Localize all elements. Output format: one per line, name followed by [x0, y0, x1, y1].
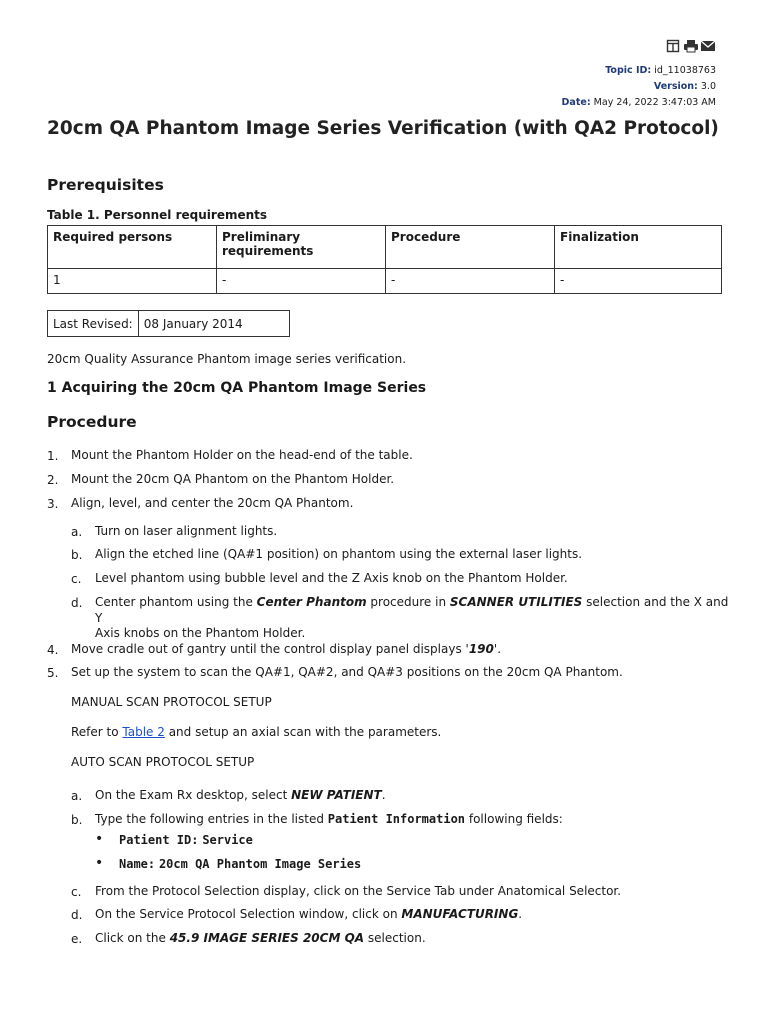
substep-letter: c.	[71, 572, 82, 586]
field-label: Patient ID:	[119, 833, 199, 847]
emphasis-text: Center Phantom	[256, 595, 367, 609]
auto-substep-e	[95, 931, 426, 947]
step-number: 2.	[47, 473, 59, 487]
emphasis-text: SCANNER UTILITIES	[449, 595, 583, 609]
substep-text: following fields:	[465, 812, 563, 826]
refer-text-pre: Refer to	[71, 725, 123, 739]
substep-text: Center phantom using the	[95, 595, 257, 609]
substep-letter: b.	[71, 813, 83, 827]
substep-text: Axis knobs on the Phantom Holder.	[95, 626, 306, 640]
topic-id-value: id_11038763	[654, 65, 716, 76]
substep-letter: d.	[71, 596, 83, 610]
step-number: 4.	[47, 643, 59, 657]
step-number: 1.	[47, 449, 59, 463]
field-label: Name:	[119, 857, 156, 871]
substep-text: On the Service Protocol Selection window, click on	[95, 907, 402, 921]
substep-letter: c.	[71, 885, 82, 899]
table-cell: -	[217, 269, 386, 294]
manual-setup-heading: MANUAL SCAN PROTOCOL SETUP	[71, 695, 272, 709]
field-group-name: Patient Information	[327, 812, 466, 826]
date-label: Date:	[561, 97, 591, 108]
version-value: 3.0	[700, 81, 716, 92]
personnel-table	[47, 225, 722, 294]
split-view-icon[interactable]	[666, 39, 680, 53]
substep-letter: a.	[71, 789, 83, 803]
refer-text-post: and setup an axial scan with the parameters.	[164, 725, 442, 739]
step-4	[71, 642, 501, 658]
step-2: Mount the 20cm QA Phantom on the Phantom Holder.	[71, 472, 395, 486]
table-2-link[interactable]: Table 2	[122, 725, 165, 739]
substep-text: .	[381, 788, 386, 802]
substep-text: procedure in	[366, 595, 450, 609]
emphasis-text: 190	[468, 642, 494, 656]
auto-setup-heading: AUTO SCAN PROTOCOL SETUP	[71, 755, 255, 769]
substep-text: Type the following entries in the listed	[95, 812, 328, 826]
step-5: Set up the system to scan the QA#1, QA#2, and QA#3 positions on the 20cm QA Phantom.	[71, 665, 623, 679]
substep-3b: Align the etched line (QA#1 position) on phantom using the external laser lights.	[95, 547, 583, 561]
substep-letter: b.	[71, 548, 83, 562]
substep-3c: Level phantom using bubble level and the Z Axis knob on the Phantom Holder.	[95, 571, 568, 585]
step-number: 3.	[47, 497, 59, 511]
emphasis-text: 45.9 IMAGE SERIES 20CM QA	[169, 931, 365, 945]
step-text: '.	[493, 642, 502, 656]
bullet-icon: •	[95, 831, 104, 847]
substep-3d	[95, 595, 735, 642]
table-row	[48, 269, 722, 294]
step-3: Align, level, and center the 20cm QA Phantom.	[71, 496, 354, 510]
version-label: Version:	[653, 81, 698, 92]
topic-id-label: Topic ID:	[605, 65, 652, 76]
substep-letter: a.	[71, 525, 83, 539]
step-1: Mount the Phantom Holder on the head-end of the table.	[71, 448, 413, 462]
intro-text: 20cm Quality Assurance Phantom image series verification.	[47, 352, 407, 366]
print-icon[interactable]	[683, 39, 697, 53]
field-value: Service	[202, 833, 253, 847]
prerequisites-heading: Prerequisites	[47, 176, 164, 194]
revision-label: Last Revised:	[48, 311, 139, 337]
bullet-icon: •	[95, 855, 104, 871]
table-header-row	[48, 226, 722, 269]
revision-table	[47, 310, 290, 337]
auto-substep-b	[95, 812, 563, 828]
step-number: 5.	[47, 666, 59, 680]
substep-letter: e.	[71, 932, 83, 946]
step-text: Move cradle out of gantry until the control display panel displays '	[71, 642, 469, 656]
table-caption: Table 1. Personnel requirements	[47, 208, 268, 222]
field-entry	[119, 857, 361, 873]
table-header-cell: Finalization	[555, 226, 722, 269]
date-value: May 24, 2022 3:47:03 AM	[593, 97, 716, 108]
email-icon[interactable]	[700, 39, 714, 53]
section-heading: 1 Acquiring the 20cm QA Phantom Image Series	[47, 380, 427, 396]
auto-substep-d	[95, 907, 522, 923]
table-cell: -	[555, 269, 722, 294]
table-header-cell: Preliminary requirements	[217, 226, 386, 269]
substep-3a: Turn on laser alignment lights.	[95, 524, 278, 538]
table-cell: -	[386, 269, 555, 294]
field-entry	[119, 833, 253, 849]
substep-letter: d.	[71, 908, 83, 922]
substep-text: Click on the	[95, 931, 170, 945]
page-title: 20cm QA Phantom Image Series Verification (with QA2 Protocol)	[47, 118, 719, 139]
procedure-heading: Procedure	[47, 413, 137, 431]
field-value: 20cm QA Phantom Image Series	[158, 857, 362, 871]
substep-text: On the Exam Rx desktop, select	[95, 788, 292, 802]
auto-substep-c: From the Protocol Selection display, click on the Service Tab under Anatomical Selector.	[95, 884, 622, 898]
refer-text	[71, 725, 441, 741]
table-header-cell: Procedure	[386, 226, 555, 269]
table-header-cell: Required persons	[48, 226, 217, 269]
table-cell: 1	[48, 269, 217, 294]
document-toolbar	[666, 39, 714, 53]
topic-metadata	[562, 63, 716, 111]
emphasis-text: MANUFACTURING	[401, 907, 519, 921]
substep-text: .	[518, 907, 523, 921]
substep-text: selection.	[364, 931, 426, 945]
auto-substep-a	[95, 788, 386, 804]
revision-date: 08 January 2014	[138, 311, 289, 337]
substep-text: selection and the X and Y	[95, 595, 729, 625]
emphasis-text: NEW PATIENT	[291, 788, 382, 802]
